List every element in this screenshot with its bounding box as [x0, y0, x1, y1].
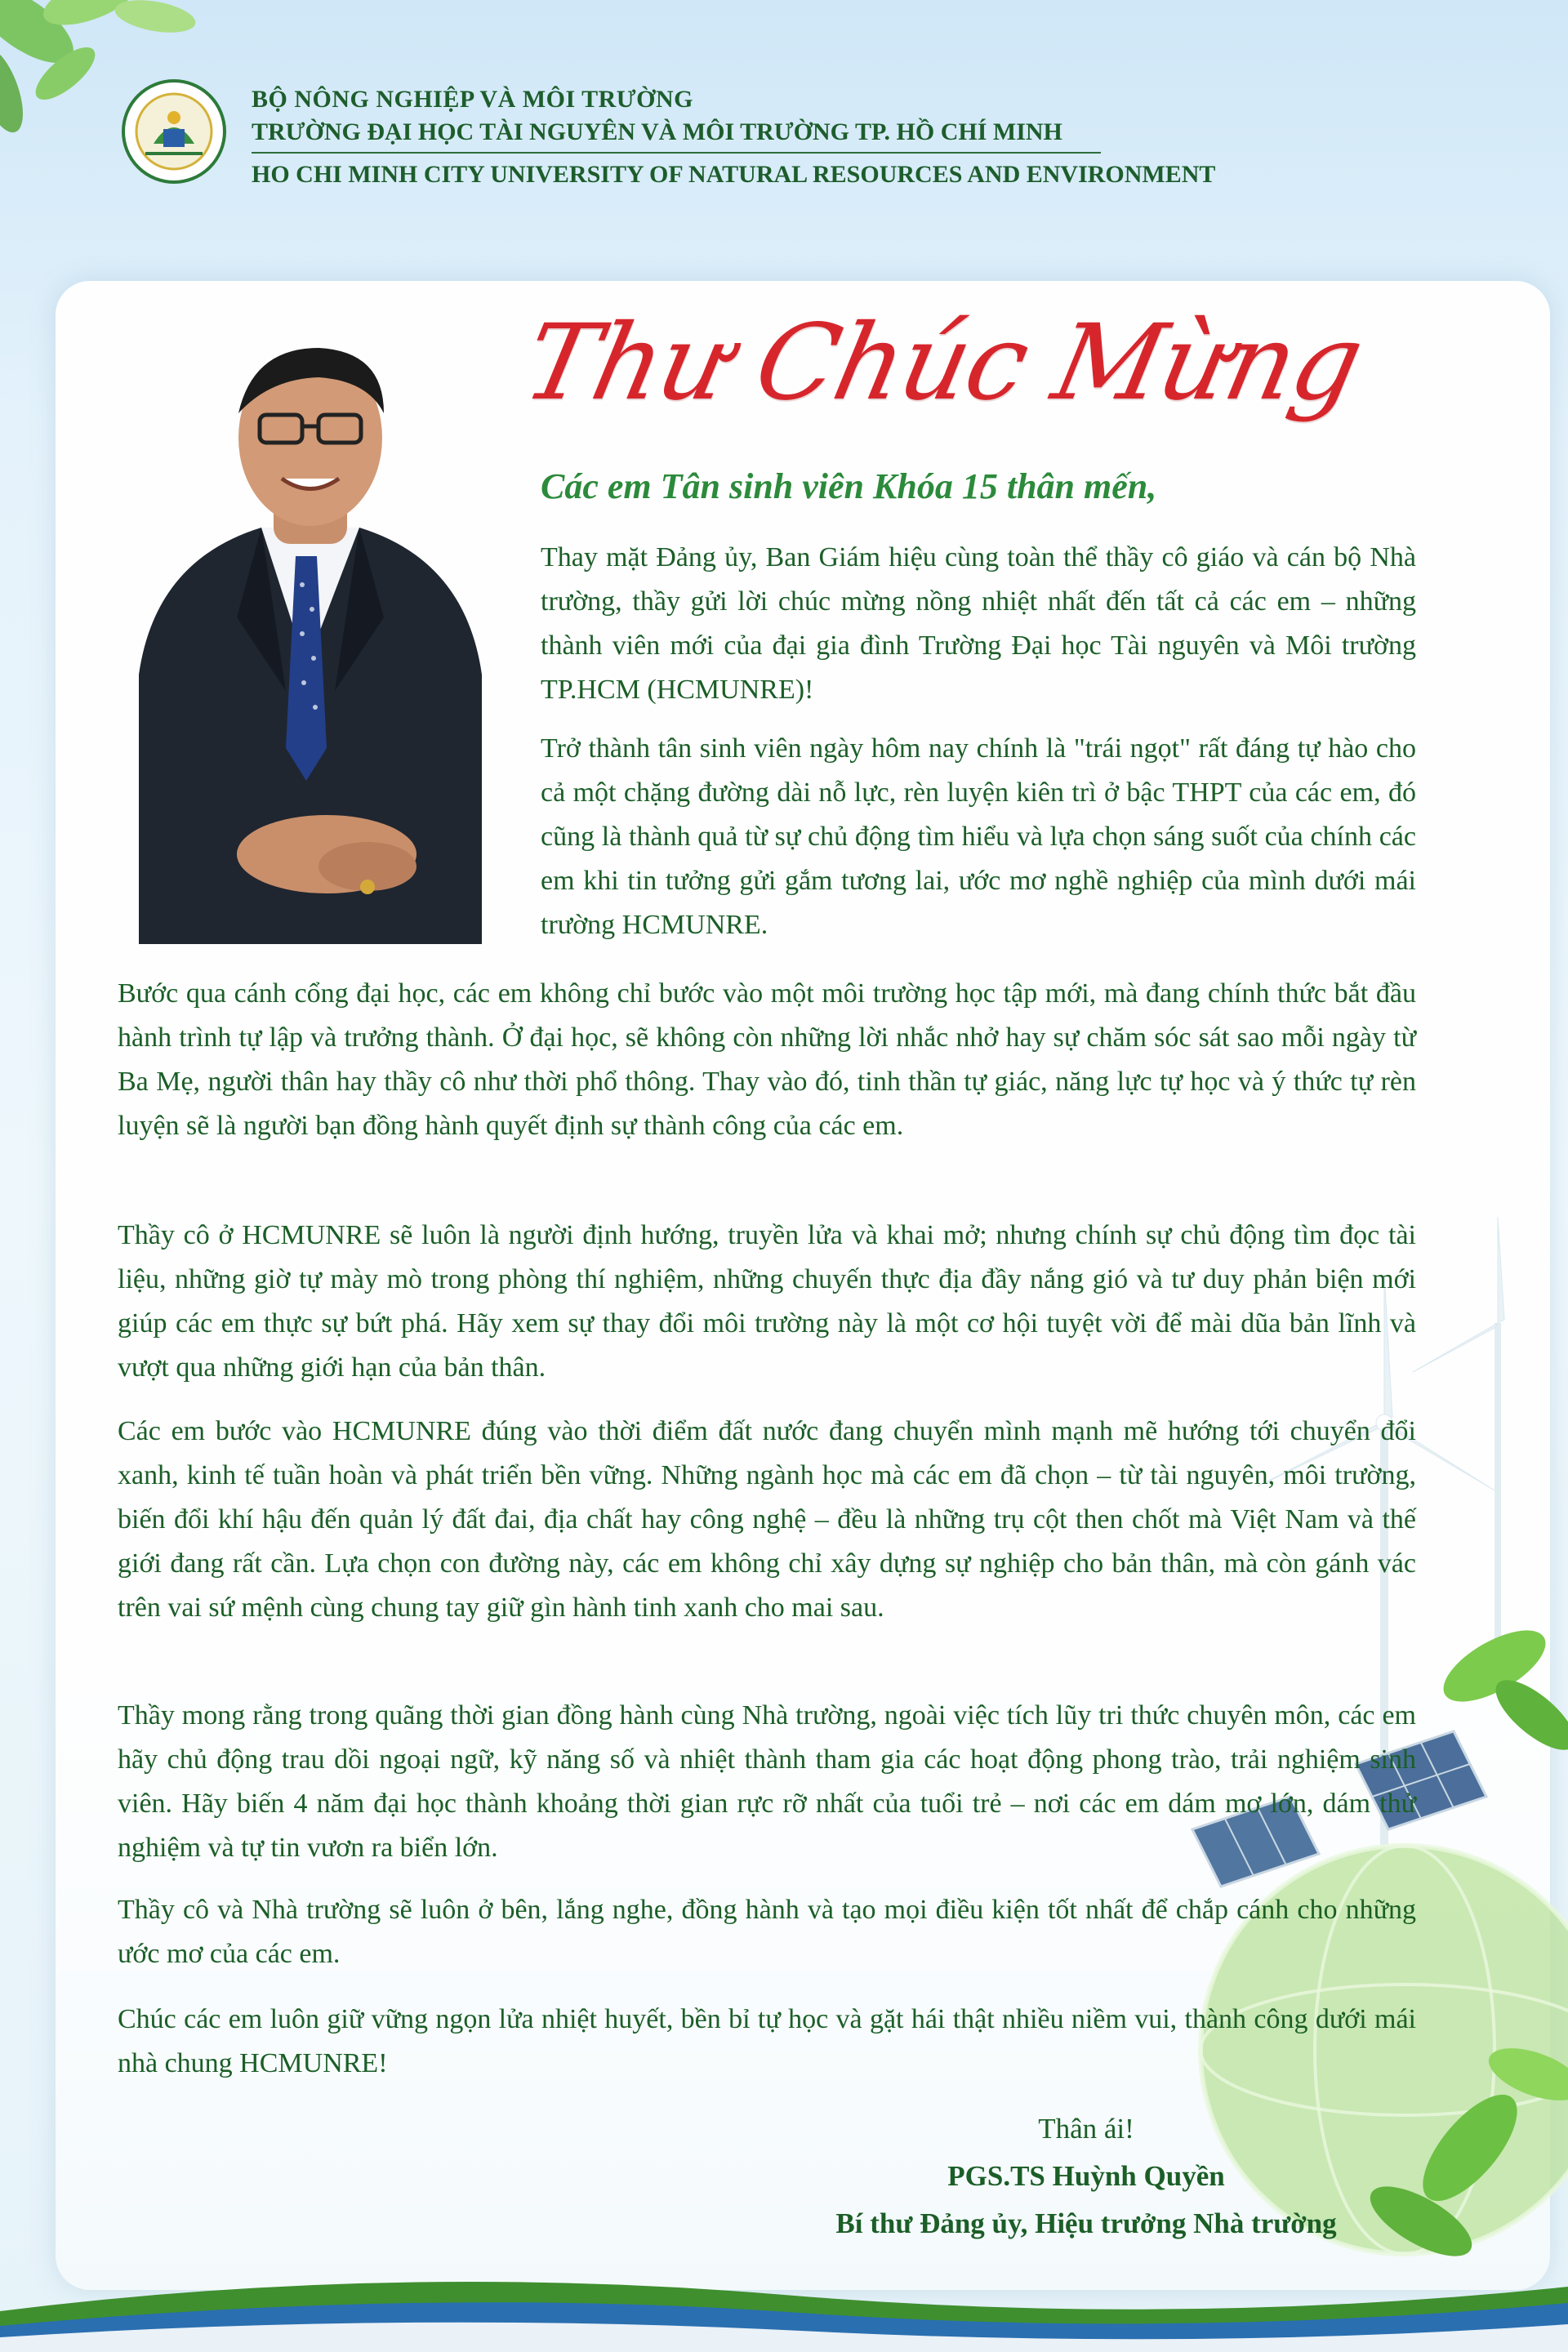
paragraph-2: Trở thành tân sinh viên ngày hôm nay chính là "trái ngọt" rất đáng tự hào cho cả một chặng đường dài nỗ lực, rèn luyện kiên trì ở bậc THPT của các em, đó cũng là thành quả từ sự chủ động tìm hiểu và lựa chọn sáng suốt của chính các em khi tin tưởng gửi gắm tương lai, ước mơ nghề nghiệp của mình dưới mái trường HCMUNRE.	[541, 733, 1416, 940]
university-seal-logo	[121, 78, 227, 185]
paragraph-1: Thay mặt Đảng ủy, Ban Giám hiệu cùng toàn thể thầy cô giáo và cán bộ Nhà trường, thầy gửi lời chúc mừng nồng nhiệt nhất đến tất cả các em – những thành viên mới của đại gia đình Trường Đại học Tài nguyên và Môi trường TP.HCM (HCMUNRE)!	[541, 542, 1416, 705]
page-header	[121, 78, 1264, 201]
page-title: Thư Chúc Mừng	[514, 302, 1372, 424]
university-name-vi: TRƯỜNG ĐẠI HỌC TÀI NGUYÊN VÀ MÔI TRƯỜNG TP. HỒ CHÍ MINH	[252, 118, 1062, 145]
ministry-name: BỘ NÔNG NGHIỆP VÀ MÔI TRƯỜNG	[252, 86, 693, 113]
portrait-photo	[122, 323, 490, 944]
signer-title: Bí thư Đảng ủy, Hiệu trưởng Nhà trường	[835, 2207, 1337, 2239]
closing: Thân ái!	[1038, 2113, 1134, 2145]
paragraph-3: Bước qua cánh cổng đại học, các em không chỉ bước vào một môi trường học tập mới, mà đang chính thức bắt đầu hành trình tự lập và trưởng thành. Ở đại học, sẽ không còn những lời nhắc nhở hay sự chăm sóc sát sao mỗi ngày từ Ba Mẹ, người thân hay thầy cô như thời phổ thông. Thay vào đó, tinh thần tự giác, năng lực tự học và ý thức tự rèn luyện sẽ là người bạn đồng hành quyết định sự thành công của các em.	[118, 978, 1416, 1141]
university-name-en: HO CHI MINH CITY UNIVERSITY OF NATURAL RESOURCES AND ENVIRONMENT	[252, 161, 1216, 188]
greeting: Các em Tân sinh viên Khóa 15 thân mến,	[541, 466, 1157, 506]
signature-block	[735, 2105, 1437, 2247]
signer-name: PGS.TS Huỳnh Quyền	[947, 2160, 1225, 2192]
paragraph-4: Thầy cô ở HCMUNRE sẽ luôn là người định hướng, truyền lửa và khai mở; nhưng chính sự chủ động tìm đọc tài liệu, những giờ tự mày mò trong phòng thí nghiệm, những chuyến thực địa đầy nắng gió và tư duy phản biện mới giúp các em thực sự bứt phá. Hãy xem sự thay đổi môi trường này là một cơ hội tuyệt vời để mài dũa bản lĩnh và vượt qua những giới hạn của bản thân.	[118, 1220, 1416, 1383]
paragraph-7: Thầy cô và Nhà trường sẽ luôn ở bên, lắng nghe, đồng hành và tạo mọi điều kiện tốt nhất để chắp cánh cho những ước mơ của các em.	[118, 1895, 1416, 1969]
paragraph-8: Chúc các em luôn giữ vững ngọn lửa nhiệt huyết, bền bỉ tự học và gặt hái thật nhiều niềm vui, thành công dưới mái nhà chung HCMUNRE!	[118, 2004, 1416, 2078]
header-divider	[252, 152, 1101, 154]
paragraph-5: Các em bước vào HCMUNRE đúng vào thời điểm đất nước đang chuyển mình mạnh mẽ hướng tới chuyển đổi xanh, kinh tế tuần hoàn và phát triển bền vững. Những ngành học mà các em đã chọn – từ tài nguyên, môi trường, biến đổi khí hậu đến quản lý đất đai, địa chất hay công nghệ – đều là những trụ cột then chốt mà Việt Nam và thế giới đang rất cần. Lựa chọn con đường này, các em không chỉ xây dựng sự nghiệp cho bản thân, mà còn gánh vác trên vai sứ mệnh cùng chung tay giữ gìn hành tinh xanh cho mai sau.	[118, 1416, 1416, 1623]
bottom-wave	[0, 2262, 1568, 2352]
paragraph-6: Thầy mong rằng trong quãng thời gian đồng hành cùng Nhà trường, ngoài việc tích lũy tri thức chuyên môn, các em hãy chủ động trau dồi ngoại ngữ, kỹ năng số và nhiệt thành tham gia các hoạt động phong trào, trải nghiệm sinh viên. Hãy biến 4 năm đại học thành khoảng thời gian rực rỡ nhất của tuổi trẻ – nơi các em dám mơ lớn, dám thử nghiệm và tự tin vươn ra biển lớn.	[118, 1700, 1416, 1863]
